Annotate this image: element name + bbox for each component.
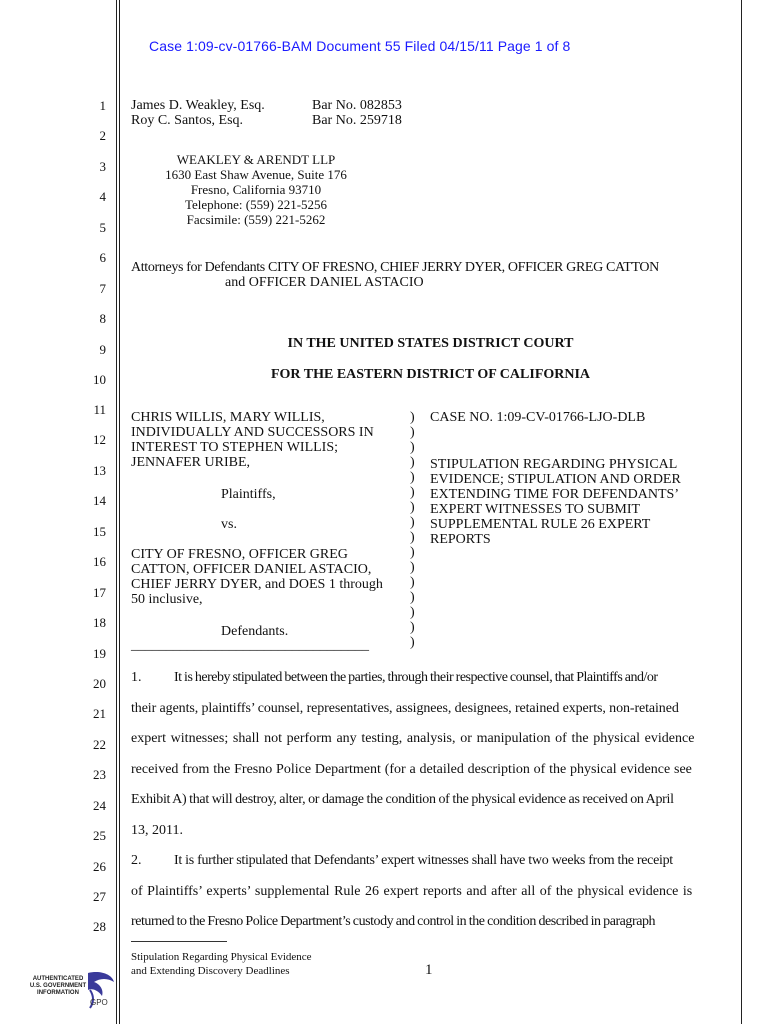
paragraph-1-number: 1. <box>131 670 142 685</box>
paragraph-2-line-1: It is further stipulated that Defendants’ expert witnesses shall have two weeks from the receipt <box>174 853 673 868</box>
versus: vs. <box>221 517 237 532</box>
line-number: 3 <box>99 159 106 174</box>
left-margin-double-rule-2 <box>119 0 120 1024</box>
plaintiffs-line-4: JENNAFER URIBE, <box>131 455 251 470</box>
line-number: 10 <box>93 372 106 387</box>
document-title-3: EXTENDING TIME FOR DEFENDANTS’ <box>430 487 680 502</box>
court-district: FOR THE EASTERN DISTRICT OF CALIFORNIA <box>270 367 591 382</box>
line-number: 18 <box>93 615 106 630</box>
paragraph-2-line-2: of Plaintiffs’ experts’ supplemental Rule 26 expert reports and after all of the physical evidence is <box>131 884 693 899</box>
attorneys-for-line-1: Attorneys for Defendants CITY OF FRESNO, CHIEF JERRY DYER, OFFICER GREG CATTON <box>131 260 659 275</box>
line-number: 23 <box>93 767 106 782</box>
line-number: 11 <box>93 402 106 417</box>
court-name: IN THE UNITED STATES DISTRICT COURT <box>287 336 574 351</box>
gpo-seal-line-3: INFORMATION <box>37 990 79 996</box>
paragraph-1-line-6: 13, 2011. <box>131 823 183 838</box>
line-number: 22 <box>93 737 106 752</box>
line-number: 2 <box>99 128 106 143</box>
defendants-line-4: 50 inclusive, <box>131 592 203 607</box>
paragraph-1-line-3: expert witnesses; shall not perform any testing, analysis, or manipulation of the physical evidence <box>131 731 695 746</box>
gpo-authentication-logo <box>28 968 118 1013</box>
line-number: 14 <box>93 493 106 508</box>
line-number: 20 <box>93 676 106 691</box>
line-number: 6 <box>99 250 106 265</box>
plaintiffs-line-3: INTEREST TO STEPHEN WILLIS; <box>131 440 339 455</box>
paragraph-1-line-2: their agents, plaintiffs’ counsel, representatives, assignees, designees, retained experts, non-retained <box>131 701 679 716</box>
case-header: Case 1:09-cv-01766-BAM Document 55 Filed 04/15/11 Page 1 of 8 <box>149 38 571 54</box>
document-title-2: EVIDENCE; STIPULATION AND ORDER <box>430 472 681 487</box>
firm-city: Fresno, California 93710 <box>190 182 322 197</box>
line-number: 9 <box>99 342 106 357</box>
line-number: 27 <box>93 889 106 904</box>
document-title-5: SUPPLEMENTAL RULE 26 EXPERT <box>430 517 651 532</box>
line-number: 17 <box>93 585 106 600</box>
firm-name: WEAKLEY & ARENDT LLP <box>176 152 336 167</box>
paragraph-1-line-4: received from the Fresno Police Department (for a detailed description of the physical evidence see <box>131 762 692 777</box>
caption-underline: __________________________________ <box>131 638 369 653</box>
paragraph-1-line-5: Exhibit A) that will destroy, alter, or damage the condition of the physical evidence as received on April <box>131 792 674 807</box>
plaintiffs-line-1: CHRIS WILLIS, MARY WILLIS, <box>131 410 325 425</box>
caption-parens: ) ) ) ) ) ) ) ) ) ) ) ) ) ) ) ) <box>410 410 415 650</box>
plaintiffs-line-2: INDIVIDUALLY AND SUCCESSORS IN <box>131 425 374 440</box>
line-number: 15 <box>93 524 106 539</box>
right-margin-rule <box>741 0 742 1024</box>
defendants-label: Defendants. <box>221 624 289 639</box>
line-number: 5 <box>99 220 106 235</box>
footer-title <box>131 950 312 978</box>
line-number: 8 <box>99 311 106 326</box>
attorneys-for-line-2: and OFFICER DANIEL ASTACIO <box>225 275 424 290</box>
gpo-seal-text <box>28 976 88 997</box>
defendants-line-3: CHIEF JERRY DYER, and DOES 1 through <box>131 577 383 592</box>
page-number: 1 <box>425 962 433 978</box>
attorney-bar-1: Bar No. 082853 <box>312 98 402 113</box>
paragraph-2-line-3: returned to the Fresno Police Department’s custody and control in the condition described in paragraph <box>131 914 656 929</box>
line-number: 7 <box>99 281 106 296</box>
gpo-seal-line-1: AUTHENTICATED <box>32 976 84 982</box>
paragraph-1-line-1: It is hereby stipulated between the parties, through their respective counsel, that Plaintiffs and/or <box>174 670 658 685</box>
firm-telephone: Telephone: (559) 221-5256 <box>184 197 328 212</box>
document-title-1: STIPULATION REGARDING PHYSICAL <box>430 457 678 472</box>
firm-facsimile: Facsimile: (559) 221-5262 <box>186 212 326 227</box>
document-title-6: REPORTS <box>430 532 491 547</box>
attorney-bar-2: Bar No. 259718 <box>312 113 402 128</box>
line-number: 13 <box>93 463 106 478</box>
attorney-name-2: Roy C. Santos, Esq. <box>131 113 244 128</box>
line-number: 19 <box>93 646 106 661</box>
line-number: 16 <box>93 554 106 569</box>
line-number: 21 <box>93 706 106 721</box>
line-number: 24 <box>93 798 106 813</box>
footer-line-1: Stipulation Regarding Physical Evidence <box>131 951 312 963</box>
line-number: 25 <box>93 828 106 843</box>
line-number: 12 <box>93 432 106 447</box>
case-number: CASE NO. 1:09-CV-01766-LJO-DLB <box>430 410 646 425</box>
left-margin-double-rule-1 <box>116 0 117 1024</box>
plaintiffs-label: Plaintiffs, <box>221 487 276 502</box>
gpo-seal-line-2: U.S. GOVERNMENT <box>29 983 87 989</box>
gpo-label: GPO <box>90 998 108 1007</box>
defendants-line-1: CITY OF FRESNO, OFFICER GREG <box>131 547 348 562</box>
firm-street: 1630 East Shaw Avenue, Suite 176 <box>165 167 347 182</box>
attorney-name-1: James D. Weakley, Esq. <box>131 98 265 113</box>
line-number: 28 <box>93 919 106 934</box>
document-title-4: EXPERT WITNESSES TO SUBMIT <box>430 502 641 517</box>
footer-line-2: and Extending Discovery Deadlines <box>131 965 290 977</box>
line-number: 1 <box>99 98 106 113</box>
paragraph-2-number: 2. <box>131 853 142 868</box>
footer-rule <box>131 941 227 942</box>
line-number: 26 <box>93 859 106 874</box>
defendants-line-2: CATTON, OFFICER DANIEL ASTACIO, <box>131 562 372 577</box>
line-number: 4 <box>99 189 106 204</box>
